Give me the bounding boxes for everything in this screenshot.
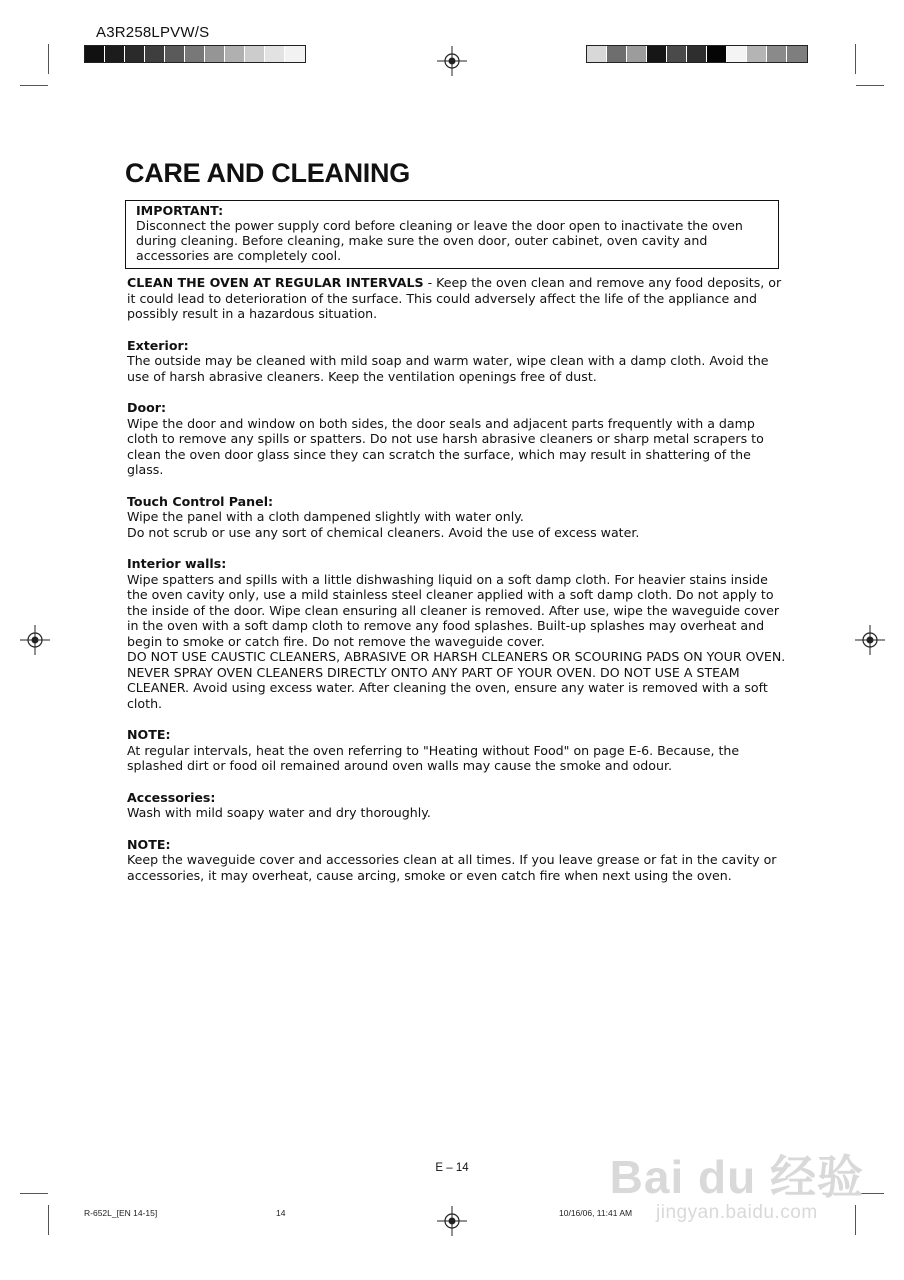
watermark-brand: Bai du 经验 (609, 1151, 864, 1203)
left-swatch (125, 46, 145, 62)
intro-text: - Keep the oven clean and remove any food deposits, or it could lead to deterioration of the surface. This could adversely affect the life of the appliance and possibly result in a hazardous situation. (127, 275, 782, 321)
registration-mark-top (437, 46, 467, 76)
right-swatch (747, 46, 767, 62)
model-code: A3R258LPVW/S (96, 24, 210, 41)
page-title: CARE AND CLEANING (125, 158, 410, 188)
important-text: Disconnect the power supply cord before cleaning or leave the door open to inactivate the oven during cleaning. Before cleaning, make sure the oven door, outer cabinet, oven cavity and accessories are completely cool. (136, 218, 743, 263)
registration-mark-bottom (437, 1206, 467, 1236)
exterior-heading: Exterior: (127, 337, 189, 353)
section-note-1 (127, 727, 787, 774)
left-swatch (165, 46, 185, 62)
footer-file-name: R-652L_[EN 14-15] (84, 1208, 158, 1218)
watermark (610, 1152, 864, 1224)
right-swatch (687, 46, 707, 62)
note1-text: At regular intervals, heat the oven referring to "Heating without Food" on page E-6. Because, the splashed dirt or food oil remained around oven walls may cause the smoke and odour. (127, 742, 740, 773)
page-number: E – 14 (435, 1162, 469, 1174)
right-swatch (707, 46, 727, 62)
accessories-heading: Accessories: (127, 789, 216, 805)
section-accessories (127, 790, 787, 821)
registration-mark-left (20, 625, 50, 655)
exterior-text: The outside may be cleaned with mild soap and warm water, wipe clean with a damp cloth. Avoid the use of harsh abrasive cleaners. Keep the ventilation openings free of dust. (127, 353, 769, 384)
section-door (127, 400, 787, 478)
interior-text1: Wipe spatters and spills with a little dishwashing liquid on a soft damp cloth. For heavier stains inside the oven cavity only, use a mild stainless steel cleaner applied with a soft damp cloth. Do not apply to the inside of the door. Wipe clean ensuring all cleaner is removed. After use, wipe the waveguide cover in the oven with a soft damp cloth to remove any food splashes. Built-up splashes may overheat and begin to smoke or catch fire. Do not remove the waveguide cover. (127, 571, 780, 649)
right-swatch (587, 46, 607, 62)
section-interior-walls (127, 556, 787, 711)
door-text: Wipe the door and window on both sides, the door seals and adjacent parts frequently with a damp cloth to remove any spills or spatters. Do not use harsh abrasive cleaners or sharp metal scrapers to clean the oven door glass since they can scratch the surface, which may result in shattering of the glass. (127, 415, 764, 477)
color-bar-left (84, 45, 306, 63)
right-swatch (787, 46, 807, 62)
right-swatch (727, 46, 747, 62)
note1-heading: NOTE: (127, 727, 171, 742)
left-swatch (105, 46, 125, 62)
right-swatch (607, 46, 627, 62)
left-swatch (185, 46, 205, 62)
intro-lead: CLEAN THE OVEN AT REGULAR INTERVALS (127, 275, 424, 290)
right-swatch (627, 46, 647, 62)
touch-panel-line1: Wipe the panel with a cloth dampened slightly with water only. (127, 509, 524, 524)
right-swatch (667, 46, 687, 62)
note2-text: Keep the waveguide cover and accessories clean at all times. If you leave grease or fat in the cavity or accessories, it may overheat, cause arcing, smoke or even catch fire when next using the oven. (127, 852, 777, 883)
note2-heading: NOTE: (127, 836, 171, 852)
watermark-url: jingyan.baidu.com (656, 1202, 818, 1223)
important-notice-box (125, 200, 779, 269)
touch-panel-heading: Touch Control Panel: (127, 493, 274, 509)
interior-heading: Interior walls: (127, 556, 227, 571)
footer-datetime: 10/16/06, 11:41 AM (559, 1208, 633, 1218)
section-note-2 (127, 837, 787, 884)
left-swatch (85, 46, 105, 62)
section-exterior (127, 338, 787, 385)
left-swatch (205, 46, 225, 62)
footer-page: 14 (276, 1208, 286, 1218)
right-swatch (647, 46, 667, 62)
touch-panel-line2: Do not scrub or use any sort of chemical cleaners. Avoid the use of excess water. (127, 524, 640, 540)
important-heading: IMPORTANT: (136, 203, 224, 218)
interior-text2: DO NOT USE CAUSTIC CLEANERS, ABRASIVE OR HARSH CLEANERS OR SCOURING PADS ON YOUR OVEN. NEVER SPRAY OVEN CLEANERS DIRECTLY ONTO ANY PART OF YOUR OVEN. DO NOT USE A STEAM CLEANER. Avoid using excess water. After cleaning the oven, ensure any water is removed with a soft cloth. (127, 649, 786, 711)
left-swatch (225, 46, 245, 62)
registration-mark-right (855, 625, 885, 655)
care-instructions (127, 275, 787, 883)
left-swatch (285, 46, 305, 62)
left-swatch (245, 46, 265, 62)
intro-paragraph (127, 275, 787, 322)
door-heading: Door: (127, 400, 167, 415)
section-touch-control-panel (127, 494, 787, 541)
left-swatch (265, 46, 285, 62)
left-swatch (145, 46, 165, 62)
color-bar-right (586, 45, 808, 63)
right-swatch (767, 46, 787, 62)
accessories-text: Wash with mild soapy water and dry thoroughly. (127, 805, 431, 820)
